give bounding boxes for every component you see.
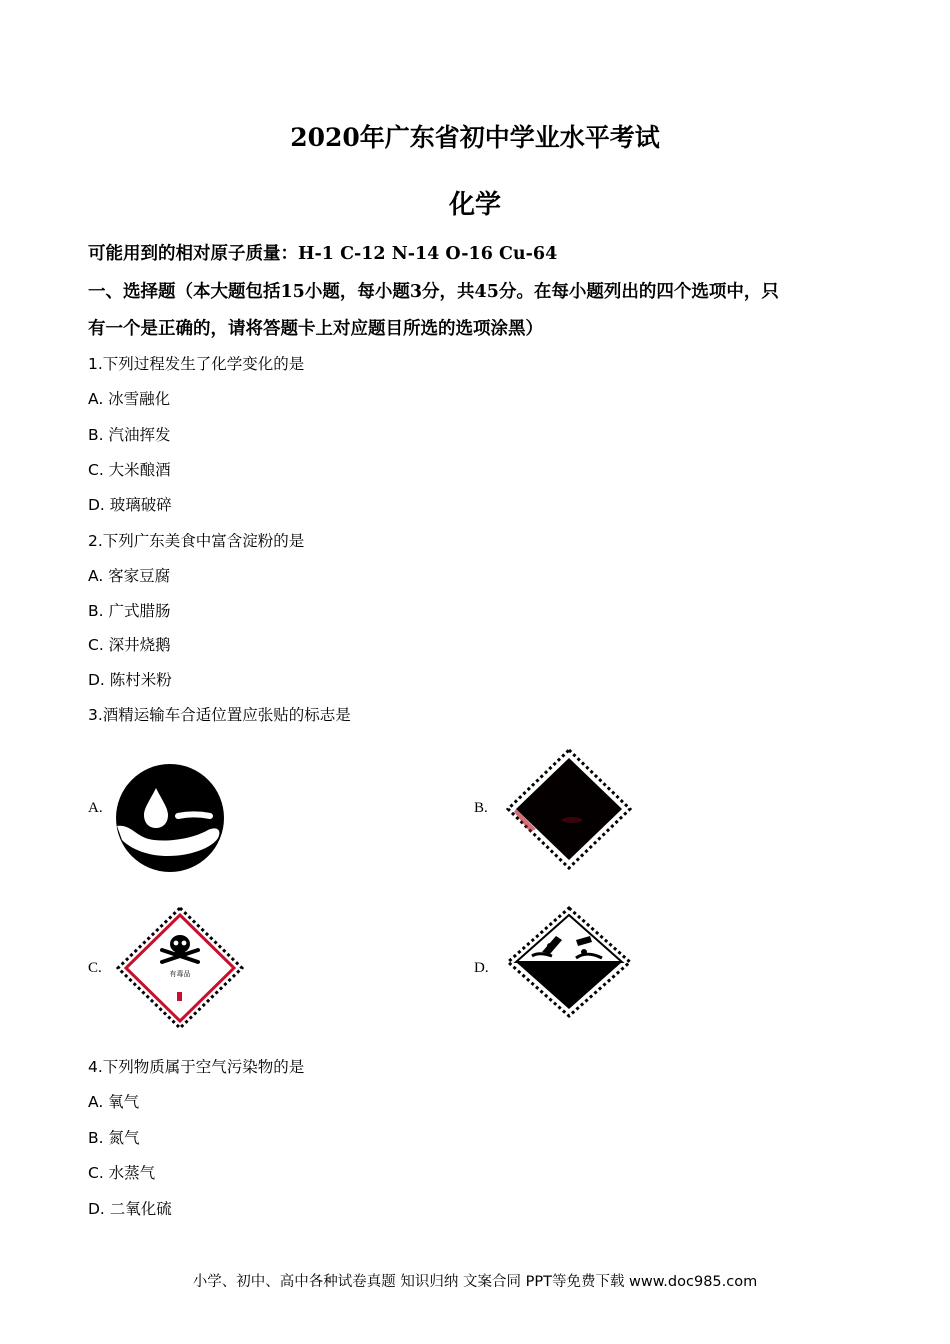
question-3-option-b: B.	[474, 800, 488, 816]
atomic-masses: 可能用到的相对原子质量：H-1 C-12 N-14 O-16 Cu-64	[88, 244, 558, 264]
question-3-stem: 3.酒精运输车合适位置应张贴的标志是	[88, 706, 351, 724]
water-saving-sign-icon	[114, 764, 226, 872]
question-1-stem: 1.下列过程发生了化学变化的是	[88, 355, 305, 373]
question-1-option-a: A. 冰雪融化	[88, 390, 171, 408]
section-heading-line1: 一、选择题（本大题包括15小题，每小题3分，共45分。在每小题列出的四个选项中，只	[88, 282, 779, 302]
question-2-option-b: B. 广式腊肠	[88, 602, 171, 620]
question-4-stem: 4.下列物质属于空气污染物的是	[88, 1058, 305, 1076]
question-2-option-d: D. 陈村米粉	[88, 671, 172, 689]
question-2-stem: 2.下列广东美食中富含淀粉的是	[88, 532, 305, 550]
page-footer: 小学、初中、高中各种试卷真题 知识归纳 文案合同 PPT等免费下载 www.doc985.com	[192, 1274, 758, 1290]
question-2-option-c: C. 深井烧鹅	[88, 636, 171, 654]
question-4-option-a: A. 氧气	[88, 1093, 140, 1111]
question-1-option-b: B. 汽油挥发	[88, 426, 171, 444]
question-2-option-a: A. 客家豆腐	[88, 567, 171, 585]
toxic-sign-label: 有毒品	[169, 970, 191, 978]
question-4-option-b: B. 氮气	[88, 1129, 140, 1147]
exam-title: 2020年广东省初中学业水平考试	[290, 123, 660, 152]
subject-title: 化学	[448, 190, 501, 220]
question-3-option-c: C.	[88, 960, 102, 976]
toxic-sign-icon	[116, 906, 244, 1030]
flammable-sign-icon	[506, 748, 632, 870]
question-4-option-d: D. 二氧化硫	[88, 1200, 172, 1218]
question-1-option-c: C. 大米酿酒	[88, 461, 171, 479]
question-1-option-d: D. 玻璃破碎	[88, 496, 172, 514]
question-3-option-d: D.	[474, 960, 489, 976]
section-heading-line2: 有一个是正确的，请将答题卡上对应题目所选的选项涂黑）	[88, 319, 543, 339]
question-4-option-c: C. 水蒸气	[88, 1164, 156, 1182]
question-3-option-a: A.	[88, 800, 103, 816]
corrosive-sign-icon	[506, 906, 632, 1018]
